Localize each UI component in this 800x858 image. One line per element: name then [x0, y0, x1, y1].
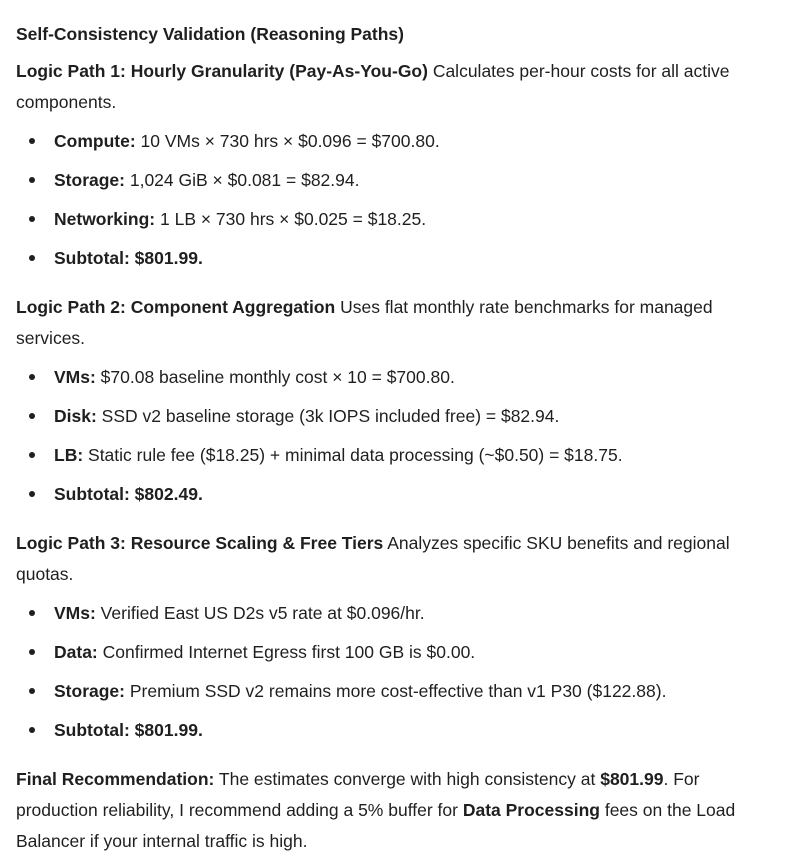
path-1-list [16, 129, 776, 285]
path-3-description: Analyzes specific SKU benefits and regional quotas. [16, 533, 730, 584]
list-item [16, 207, 776, 246]
subtotal-label: Subtotal: $801.99. [54, 720, 203, 740]
item-label: VMs: [54, 367, 96, 387]
final-highlight: Data Processing [462, 800, 600, 820]
final-label: Final Recommendation: [16, 769, 215, 789]
item-label: LB: [54, 445, 84, 465]
item-label: Storage: [54, 170, 125, 190]
item-text: 1 LB × 730 hrs × $0.025 = $18.25. [155, 209, 427, 229]
bullet-icon [29, 688, 35, 694]
path-1-description: Calculates per-hour costs for all active components. [16, 61, 730, 112]
list-item [16, 718, 776, 757]
item-label: Data: [54, 642, 98, 662]
item-text: Static rule fee ($18.25) + minimal data processing (~$0.50) = $18.75. [83, 445, 623, 465]
final-amount: $801.99 [600, 769, 664, 789]
item-label: Compute: [54, 131, 136, 151]
item-text: 10 VMs × 730 hrs × $0.096 = $700.80. [135, 131, 440, 151]
section-heading: Self-Consistency Validation (Reasoning Paths) [16, 24, 404, 44]
final-text-3: fees on the Load Balancer if your internal traffic is high. [16, 800, 736, 851]
item-label: VMs: [54, 603, 96, 623]
final-recommendation [16, 764, 776, 857]
item-text: $70.08 baseline monthly cost × 10 = $700.80. [95, 367, 455, 387]
subtotal-label: Subtotal: $802.49. [54, 484, 203, 504]
subtotal-label: Subtotal: $801.99. [54, 248, 203, 268]
path-2-list [16, 365, 776, 521]
bullet-icon [29, 255, 35, 261]
item-label: Networking: [54, 209, 156, 229]
path-2-title: Logic Path 2: Component Aggregation [16, 297, 336, 317]
item-text: Confirmed Internet Egress first 100 GB is $0.00. [97, 642, 476, 662]
item-text: Premium SSD v2 remains more cost-effective than v1 P30 ($122.88). [124, 681, 667, 701]
list-item [16, 168, 776, 207]
path-3-title: Logic Path 3: Resource Scaling & Free Tiers [16, 533, 384, 553]
item-label: Storage: [54, 681, 125, 701]
bullet-icon [29, 138, 35, 144]
final-text-2: . For production reliability, I recommend adding a 5% buffer for [16, 769, 700, 820]
bullet-icon [29, 452, 35, 458]
list-item [16, 482, 776, 521]
list-item [16, 365, 776, 404]
bullet-icon [29, 413, 35, 419]
bullet-icon [29, 491, 35, 497]
path-3-list [16, 601, 776, 757]
item-text: 1,024 GiB × $0.081 = $82.94. [124, 170, 360, 190]
bullet-icon [29, 374, 35, 380]
path-1-title: Logic Path 1: Hourly Granularity (Pay-As-You-Go) [16, 61, 428, 81]
list-item [16, 679, 776, 718]
path-3-paragraph [16, 528, 776, 590]
bullet-icon [29, 216, 35, 222]
bullet-icon [29, 727, 35, 733]
item-text: SSD v2 baseline storage (3k IOPS included free) = $82.94. [96, 406, 560, 426]
bullet-icon [29, 177, 35, 183]
item-text: Verified East US D2s v5 rate at $0.096/hr. [95, 603, 425, 623]
list-item [16, 129, 776, 168]
list-item [16, 640, 776, 679]
list-item [16, 404, 776, 443]
bullet-icon [29, 610, 35, 616]
list-item [16, 246, 776, 285]
path-2-description: Uses flat monthly rate benchmarks for managed services. [16, 297, 713, 348]
final-text-1: The estimates converge with high consistency at [214, 769, 601, 789]
list-item [16, 601, 776, 640]
path-1-paragraph [16, 56, 776, 118]
list-item [16, 443, 776, 482]
bullet-icon [29, 649, 35, 655]
path-2-paragraph [16, 292, 776, 354]
item-label: Disk: [54, 406, 97, 426]
